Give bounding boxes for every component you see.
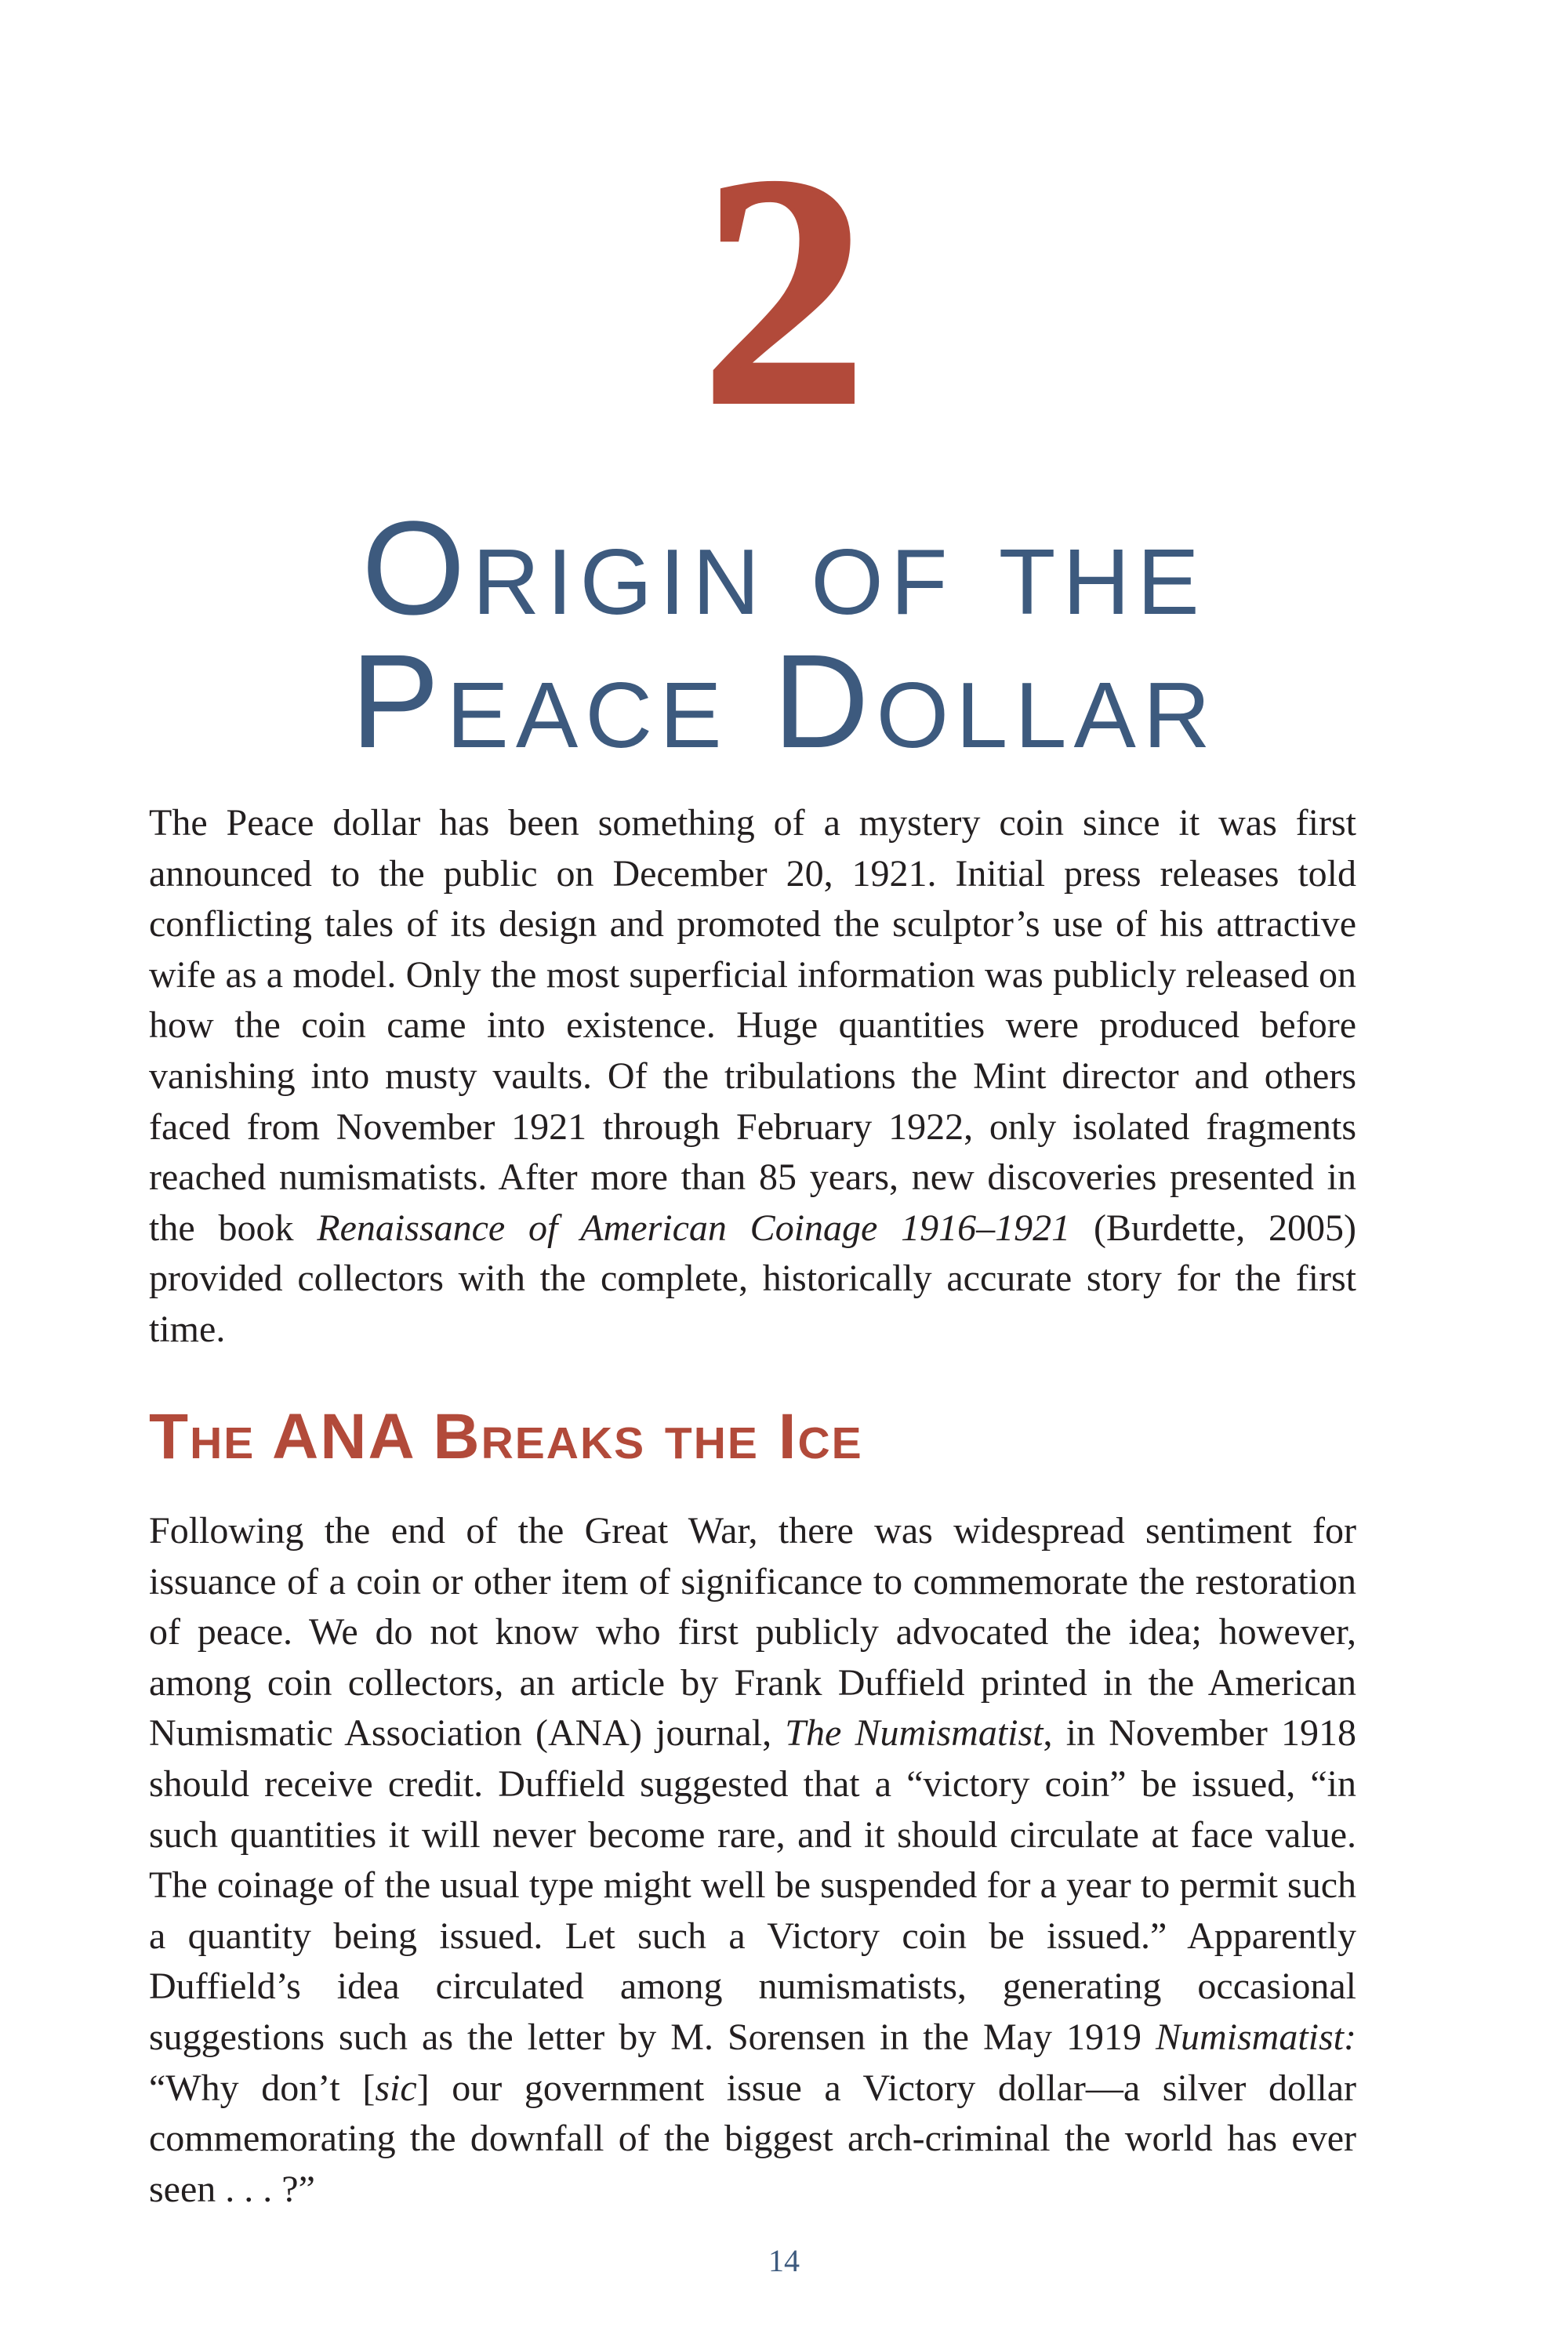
section-heading: The ANA Breaks the Ice [149,1401,863,1472]
journal-title-2: Numismatist: [1155,2016,1356,2058]
chapter-title [0,494,1568,776]
chapter-number-text: 2 [702,166,866,433]
journal-title-1: The Numismatist [785,1712,1044,1755]
section-text-b: , in November 1918 should receive credit. Duffield suggested that a “victory coin” be issued, “in such quantities it will never become rare, and it should circulate at face value. The coinage of the usual type might well be suspended for a year to permit such a quantity being issued. Let such a Victory coin be issued.” Apparently Duffield’s idea circulated among numismatists, generating occasional suggestions such as the letter by M. Sorensen in the May 1919 [149,1712,1356,2058]
chapter-number-glyph [659,166,909,433]
intro-text-a: The Peace dollar has been something of a mystery coin since it was first announced to the public on December 20, 1921. Initial press releases told conflicting tales of its design and promoted the sculptor’s use of his attractive wife as a model. Only the most superficial information was publicly released on how the coin came into existence. Huge quantities were produced before vanishing into musty vaults. Of the tribulations the Mint director and others faced from November 1921 through February 1922, only isolated fragments reached numismatists. After more than 85 years, new discoveries presented in the book [149,802,1356,1249]
chapter-title-line-2: Peace Dollar [350,627,1218,776]
intro-paragraph [149,798,1356,1356]
book-title: Renaissance of American Coinage 1916–1921 [317,1207,1071,1249]
section-paragraph [149,1506,1356,2215]
sic-note: sic [375,2067,417,2109]
chapter-number [0,166,1568,448]
section-text-a: Following the end of the Great War, there was widespread sentiment for issuance of a coin or other item of significance to commemorate the restoration of peace. We do not know who first publicly advocated the idea; however, among coin collectors, an article by Frank Duffield printed in the American Numismatic Association (ANA) journal, [149,1510,1356,1755]
section-text-d: ] our government issue a Victory dollar—a silver dollar commemorating the downfall of the biggest arch-criminal the world has ever seen . . . ?” [149,2067,1357,2210]
section-text-c: “Why don’t [ [149,2067,376,2109]
intro-text-b: (Burdette, 2005) provided collectors with the complete, historically accurate story for the first time. [149,1207,1356,1350]
chapter-title-line-1: Origin of the [361,494,1207,643]
page-number: 14 [768,2243,800,2278]
